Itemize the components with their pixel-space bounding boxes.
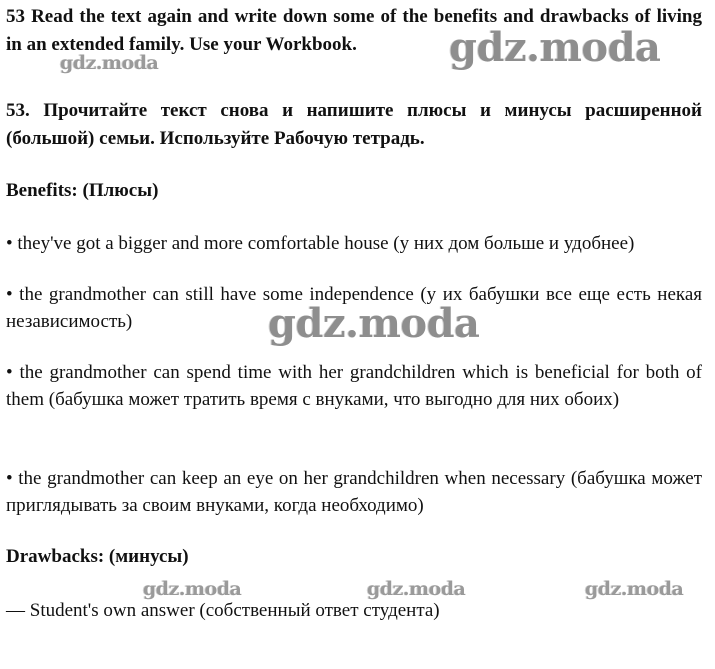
drawbacks-answer: — Student's own answer (собственный ответ студента) [6, 600, 440, 621]
benefit-item: • they've got a bigger and more comfortable house (у них дом больше и удобнее) [6, 233, 635, 254]
benefit-item: • the grandmother can still have some independence (у их бабушки все еще есть некая независимость) [6, 284, 702, 332]
drawbacks-heading: Drawbacks: (минусы) [6, 546, 189, 567]
benefits-heading: Benefits: (Плюсы) [6, 180, 159, 201]
watermark-logo: gdz.moda [143, 578, 242, 600]
watermark-logo: gdz.moda [585, 578, 684, 600]
benefit-item: • the grandmother can keep an eye on her grandchildren when necessary (бабушка может приглядывать за своим внуками, когда необходимо) [6, 468, 702, 516]
task-english: 53 Read the text again and write down some of the benefits and drawbacks of living in an extended family. Use your Workbook. [6, 6, 702, 55]
watermark-logo: gdz.moda [268, 300, 480, 347]
task-russian: 53. Прочитайте текст снова и напишите плюсы и минусы расширенной (большой) семьи. Используйте Рабочую тетрадь. [6, 100, 702, 149]
watermark-logo: gdz.moda [60, 52, 159, 74]
benefit-item: • the grandmother can spend time with her grandchildren which is beneficial for both of them (бабушка может тратить время с внуками, что выгодно для них обоих) [6, 362, 702, 410]
watermark-logo: gdz.moda [367, 578, 466, 600]
watermark-logo: gdz.moda [449, 24, 661, 71]
